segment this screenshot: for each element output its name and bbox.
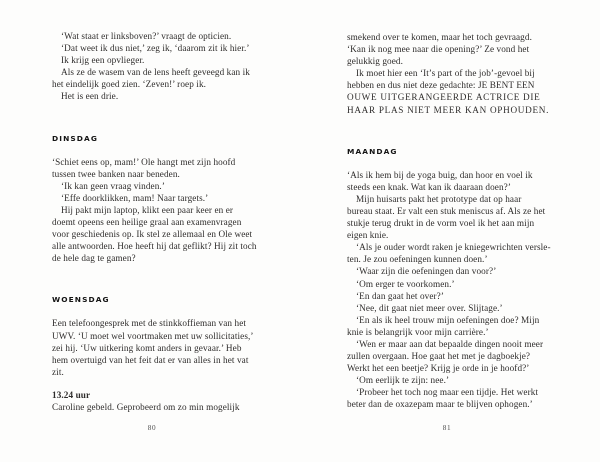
text-line: steeds een knak. Wat kan ik daaraan doen?’ — [347, 181, 512, 192]
text-line: zullen overgaan. Hoe gaat het met je dagboekje? — [347, 351, 531, 362]
page-number-right: 81 — [442, 424, 452, 432]
text-line: hebben en dus niet deze gedachte: JE BENT EEN — [347, 80, 535, 91]
text-line: eigen knie. — [347, 230, 389, 241]
page-number-left: 80 — [147, 424, 157, 432]
day-heading: MAANDAG — [347, 146, 398, 156]
text-line: OUWE UITGERANGEERDE ACTRICE DIE — [347, 92, 541, 103]
text-line: bureau staat. Er valt een stuk meniscus af. Als ze het — [347, 205, 546, 216]
text-line: voor geschiedenis op. Ik stel ze allemaal en Ole weet — [52, 229, 253, 240]
text-line: Mijn huisarts pakt het prototype dat op haar — [356, 193, 522, 204]
text-line: gelukkig goed. — [347, 56, 404, 67]
text-line: ‘Wat staat er linksboven?’ vraagt de opticien. — [61, 31, 232, 41]
text-line: ‘Nee, dit gaat niet meer over. Slijtage.’ — [356, 302, 503, 313]
day-heading: DINSDAG — [52, 133, 99, 143]
text-line: knie is belangrijk voor mijn carrière.’ — [347, 326, 489, 337]
text-line: de hele dag te gamen? — [52, 253, 136, 264]
text-line: alle antwoorden. Hoe heeft hij dat geflikt? Hij zit toch — [52, 241, 257, 252]
text-line: ‘Kan ik nog mee naar die opening?’ Ze vond het — [347, 44, 530, 55]
time-label: 13.24 uur — [52, 389, 91, 400]
text-line: Hij pakt mijn laptop, klikt een paar keer en er — [61, 204, 234, 215]
right-page-text-column — [347, 31, 577, 411]
text-line: beter dan de oxazepam maar te blijven ophogen.’ — [347, 399, 533, 410]
text-line: UWV. ‘U moet wel voortmaken met uw sollicitaties,’ — [52, 330, 254, 341]
text-line: ‘Om erger te voorkomen.’ — [356, 278, 455, 289]
text-line: ‘Om eerlijk te zijn: nee.’ — [356, 375, 450, 386]
text-line: ‘Als ik hem bij de yoga buig, dan hoor en voel ik — [347, 169, 533, 180]
text-line: ‘Wen er maar aan dat bepaalde dingen nooit meer — [356, 338, 544, 349]
text-line: Het is een drie. — [61, 91, 119, 102]
text-line: hem overtuigd van het feit dat er van alles in het vat — [52, 354, 249, 365]
text-line: stukje terug drukt in de vorm voel ik het aan mijn — [347, 218, 535, 229]
text-line: ‘Effe doorklikken, mam! Naar targets.’ — [61, 192, 209, 203]
text-line: ten. Je zou oefeningen kunnen doen.’ — [347, 254, 488, 265]
text-line: Werkt het een beetje? Krijg je orde in je hoofd?’ — [347, 363, 530, 374]
text-line: ‘Waar zijn die oefeningen dan voor?’ — [356, 266, 497, 277]
text-line: ‘En als ik heel trouw mijn oefeningen doe? Mijn — [356, 314, 540, 325]
text-line: ‘En dan gaat het over?’ — [356, 290, 445, 301]
text-line: Een telefoongesprek met de stinkkoffieman van het — [52, 318, 247, 329]
text-line: HAAR PLAS NIET MEER KAN OPHOUDEN. — [347, 104, 550, 115]
text-line: smekend over te komen, maar het toch gevraagd. — [347, 32, 532, 42]
text-line: ‘Schiet eens op, mam!’ Ole hangt met zijn hoofd — [52, 156, 236, 167]
text-line: het eindelijk goed zien. ‘Zeven!’ roep ik. — [52, 79, 207, 90]
day-heading: WOENSDAG — [52, 295, 110, 305]
text-line: ‘Als je ouder wordt raken je kniegewrichten versle- — [356, 242, 551, 253]
text-line: Ik krijg een opvlieger. — [61, 55, 145, 66]
left-page-text-column — [52, 30, 282, 413]
text-line: ‘Ik kan geen vraag vinden.’ — [61, 180, 165, 191]
text-line: zei hij. ‘Uw uitkering komt anders in gevaar.’ Heb — [52, 342, 242, 353]
text-line: ‘Dat weet ik dus niet,’ zeg ik, ‘daarom zit ik hier.’ — [61, 43, 250, 54]
text-line: Caroline gebeld. Geprobeerd om zo min mogelijk — [52, 401, 240, 412]
text-line: Ik moet hier een ‘It’s part of the job’-gevoel bij — [356, 68, 535, 79]
text-line: Als ze de wasem van de lens heeft geveegd kan ik — [61, 67, 250, 78]
text-line: tussen twee banken naar beneden. — [52, 168, 180, 179]
text-line: ‘Probeer het toch nog maar een tijdje. Het werkt — [356, 387, 539, 398]
text-line: zit. — [52, 366, 64, 377]
text-line: doemt opeens een heilige graal aan examenvragen — [52, 217, 242, 228]
